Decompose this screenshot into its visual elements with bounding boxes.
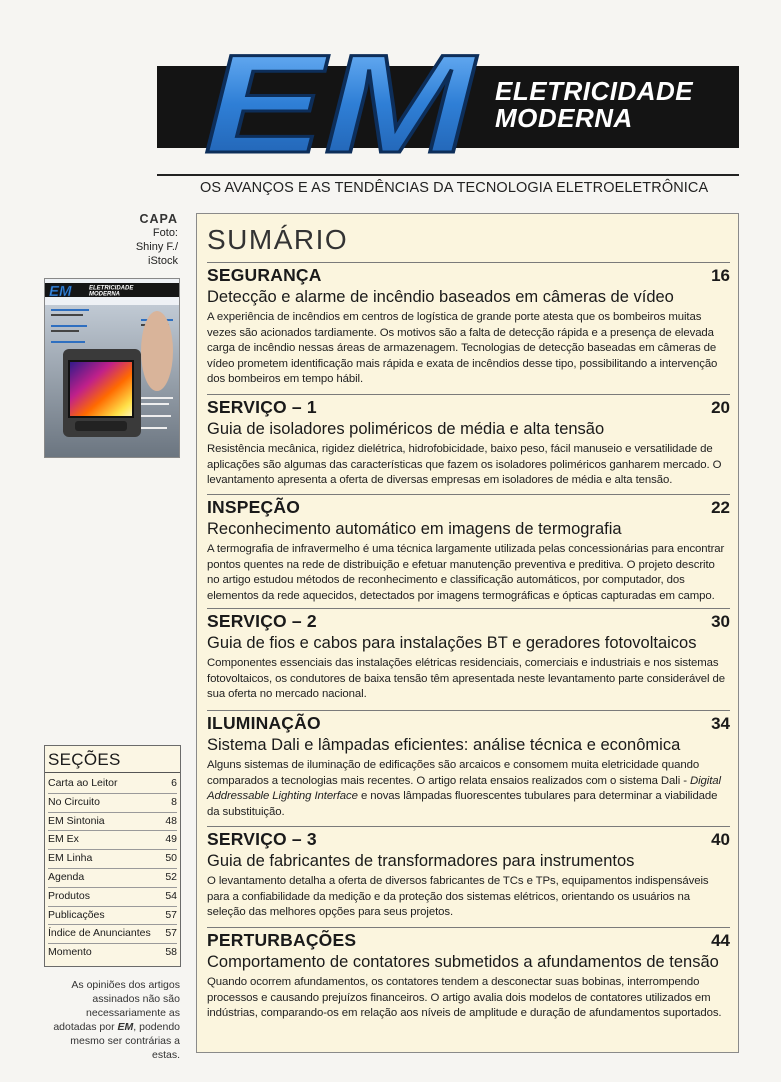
entry-title: Detecção e alarme de incêndio baseados em câmeras de vídeo xyxy=(207,288,674,306)
entry-section: SERVIÇO – 1 xyxy=(207,397,317,417)
masthead-rule xyxy=(157,174,739,176)
credit-line1: Foto: xyxy=(152,227,178,239)
entry-description: Componentes essenciais das instalações elétricas residenciais, comerciais e industriais e nos sistemas fotovoltaicos, os condutores de baixa tensão têm apresentada neste levantamento parte considerável de sua oferta no mercado nacional. xyxy=(207,657,726,701)
summary-entry[interactable] xyxy=(207,262,730,388)
section-item[interactable]: Agenda 52 xyxy=(48,869,177,888)
sections-title: SEÇÕES xyxy=(45,746,180,773)
section-item[interactable]: Produtos 54 xyxy=(48,888,177,907)
entry-page: 30 xyxy=(711,612,730,631)
entry-title: Guia de fios e cabos para instalações BT e geradores fotovoltaicos xyxy=(207,634,697,652)
entry-description: Resistência mecânica, rigidez dielétrica, hidrofobicidade, baixo peso, fácil manuseio e versatilidade de aplicações são algumas das características que fazem os isoladores poliméricos ganharem mercado. O levantamento apresenta a oferta de diversas empresas em isoladores de média e alta tensão. xyxy=(207,443,722,487)
summary-entry[interactable] xyxy=(207,826,730,921)
entry-page: 20 xyxy=(711,398,730,417)
cover-credit xyxy=(100,212,178,268)
sections-box xyxy=(44,745,181,967)
cover-image xyxy=(45,279,179,457)
svg-text:EM: EM xyxy=(49,283,72,300)
credit-line2: Shiny F./ xyxy=(135,241,178,253)
entry-title: Guia de fabricantes de transformadores para instrumentos xyxy=(207,852,635,870)
summary-panel xyxy=(196,213,739,1053)
em-logo xyxy=(198,40,488,165)
entry-page: 40 xyxy=(711,830,730,849)
section-item[interactable]: EM Sintonia 48 xyxy=(48,813,177,832)
entry-description: Quando ocorrem afundamentos, os contatores tendem a desconectar suas bobinas, interrompendo processos e causando prejuízos financeiros. O artigo avalia dois modelos de contatores utilizados em indústrias, comparando-os em relação aos níveis de amplitude e duração de afundamentos suportados. xyxy=(207,976,722,1020)
entry-page: 22 xyxy=(711,498,730,517)
summary-entry[interactable] xyxy=(207,927,730,1022)
entry-page: 34 xyxy=(711,714,730,733)
logo-text: EM xyxy=(204,40,479,165)
entry-section: ILUMINAÇÃO xyxy=(207,713,321,733)
disclaimer: As opiniões dos artigos assinados não são necessariamente as adotadas por EM, podendo mesmo ser contrárias a estas. xyxy=(53,979,180,1061)
sections-list xyxy=(45,773,180,962)
section-item[interactable]: Carta ao Leitor 6 xyxy=(48,775,177,794)
section-item[interactable]: No Circuito 8 xyxy=(48,794,177,813)
entry-section: SERVIÇO – 2 xyxy=(207,611,317,631)
entry-section: PERTURBAÇÕES xyxy=(207,930,357,950)
entry-title: Reconhecimento automático em imagens de termografia xyxy=(207,520,622,538)
section-item[interactable]: Índice de Anunciantes 57 xyxy=(48,925,177,944)
disclaimer-brand: EM xyxy=(117,1021,134,1033)
entry-page: 16 xyxy=(711,266,730,285)
section-item[interactable]: Momento 58 xyxy=(48,946,177,959)
entry-title: Comportamento de contatores submetidos a afundamentos de tensão xyxy=(207,953,719,971)
cover-brand-line1: ELETRICIDADE xyxy=(89,285,134,292)
entry-page: 44 xyxy=(711,931,730,950)
credit-line3: iStock xyxy=(148,255,178,267)
summary-entry[interactable] xyxy=(207,608,730,703)
brand-title xyxy=(495,78,735,132)
entry-description: A experiência de incêndios em centros de logística de grande porte atesta que os bombeiros muitas vezes são acionados tardiamente. Os motivos são a falta de detecção rápida e a presença de elevada carga de incêndio nessas áreas de armazenagem. Tecnologias de detecção baseadas em câmeras de vídeo prometem identificação mais rápida e exata de incêndios desse tipo, possibilitando a intervenção dos bombeiros em tempo hábil. xyxy=(207,311,718,386)
entry-title: Sistema Dali e lâmpadas eficientes: análise técnica e econômica xyxy=(207,736,681,754)
tagline: OS AVANÇOS E AS TENDÊNCIAS DA TECNOLOGIA ELETROELETRÔNICA xyxy=(200,180,709,196)
section-item[interactable]: Publicações 57 xyxy=(48,907,177,926)
entry-section: INSPEÇÃO xyxy=(207,497,301,517)
summary-entry[interactable] xyxy=(207,710,730,820)
brand-line2: MODERNA xyxy=(495,103,633,133)
cover-brand-line2: MODERNA xyxy=(89,291,120,298)
section-item[interactable]: EM Ex 49 xyxy=(48,831,177,850)
cover-thumbnail[interactable] xyxy=(44,278,180,458)
summary-entry[interactable] xyxy=(207,394,730,489)
brand-line1: ELETRICIDADE xyxy=(495,76,694,106)
entry-section: SERVIÇO – 3 xyxy=(207,829,317,849)
summary-entry[interactable] xyxy=(207,494,730,604)
entry-description: Alguns sistemas de iluminação de edificações são arcaicos e consomem muita eletricidade quando comparados a tecnologias mais recentes. O artigo relata ensaios realizados com o sistema Dali - Digital Addressable Lighting Interface e novas lâmpadas fluorescentes tubulares para determinar a viabilidade da substituição. xyxy=(207,759,721,818)
entry-description: O levantamento detalha a oferta de diversos fabricantes de TCs e TPs, equipamentos indispensáveis para a confiabilidade da medição e da proteção dos sistemas elétricos, orientando os usuários na seleção das melhores opções para seus projetos. xyxy=(207,875,709,919)
entry-title: Guia de isoladores poliméricos de média e alta tensão xyxy=(207,420,605,438)
summary-title: SUMÁRIO xyxy=(207,224,349,255)
entry-description: A termografia de infravermelho é uma técnica largamente utilizada pelas concessionárias para encontrar pontos quentes na rede de distribuição e efetuar manutenção preventiva e preditiva. O projeto descrito no artigo estudou métodos de reconhecimento e classificação automáticos, por computador, dos elementos da rede aquecidos, detectados por imagens termográficas e ópticas capturadas em campo. xyxy=(207,543,725,602)
entry-section: SEGURANÇA xyxy=(207,265,322,285)
section-item[interactable]: EM Linha 50 xyxy=(48,850,177,869)
capa-label: CAPA xyxy=(139,212,178,226)
